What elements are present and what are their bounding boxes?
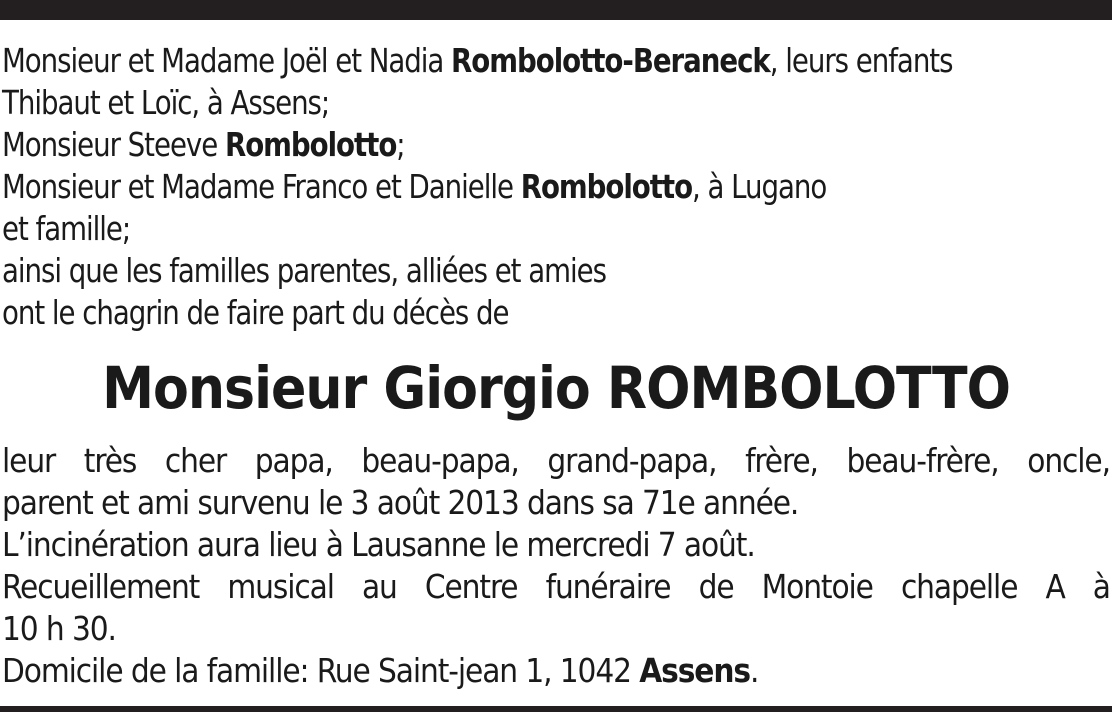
top-rule bbox=[0, 0, 1112, 20]
family-name-bold: Rombolotto bbox=[224, 125, 397, 164]
ceremony-word: funéraire bbox=[545, 567, 671, 606]
ceremony-word: musical bbox=[227, 567, 334, 606]
ceremony-word: chapelle bbox=[900, 567, 1018, 606]
address-text: Domicile de la famille: Rue Saint-jean 1, 1042 bbox=[2, 651, 631, 690]
family-line-4-suffix: , à Lugano bbox=[692, 167, 827, 206]
relation-word: papa, bbox=[254, 441, 333, 480]
family-line-7: ont le chagrin de faire part du décès de bbox=[2, 293, 509, 332]
relation-word: leur bbox=[2, 441, 56, 480]
relation-word: beau-frère, bbox=[846, 441, 999, 480]
family-announcement bbox=[2, 40, 1032, 334]
ceremony-word: de bbox=[698, 567, 734, 606]
family-line-3-text: Monsieur Steeve bbox=[2, 125, 218, 164]
ceremony-line bbox=[2, 566, 1110, 608]
obituary-details bbox=[2, 440, 1110, 692]
address-line bbox=[2, 650, 1110, 692]
cremation-line: L’incinération aura lieu à Lausanne le mercredi 7 août. bbox=[2, 525, 755, 564]
deceased-name-heading: Monsieur Giorgio ROMBOLOTTO bbox=[102, 354, 1010, 422]
bottom-rule bbox=[0, 706, 1112, 712]
address-city-bold: Assens bbox=[639, 651, 750, 690]
ceremony-word: au bbox=[361, 567, 397, 606]
relation-word: cher bbox=[164, 441, 227, 480]
death-date-line: parent et ami survenu le 3 août 2013 dans sa 71e année. bbox=[2, 483, 799, 522]
family-line-3 bbox=[2, 124, 1032, 166]
family-name-bold: Rombolotto-Beraneck bbox=[451, 41, 770, 80]
relation-word: oncle, bbox=[1027, 441, 1110, 480]
family-name-bold: Rombolotto bbox=[520, 167, 693, 206]
relation-word: grand-papa, bbox=[547, 441, 717, 480]
relation-word: beau-papa, bbox=[361, 441, 519, 480]
relation-line bbox=[2, 440, 1110, 482]
family-line-3-suffix: ; bbox=[396, 125, 405, 164]
ceremony-word: Recueillement bbox=[2, 567, 200, 606]
ceremony-word: Centre bbox=[424, 567, 518, 606]
family-line-5: et famille; bbox=[2, 209, 131, 248]
family-line-4 bbox=[2, 166, 1032, 208]
relation-word: frère, bbox=[745, 441, 818, 480]
ceremony-word: Montoie bbox=[761, 567, 873, 606]
family-line-1-text: Monsieur et Madame Joël et Nadia bbox=[2, 41, 444, 80]
ceremony-word: A bbox=[1045, 567, 1065, 606]
family-line-1 bbox=[2, 40, 1032, 82]
family-line-1-suffix: , leurs enfants bbox=[769, 41, 953, 80]
ceremony-word: à bbox=[1092, 567, 1110, 606]
family-line-6: ainsi que les familles parentes, alliées et amies bbox=[2, 251, 606, 290]
ceremony-time-line: 10 h 30. bbox=[2, 609, 116, 648]
family-line-4-text: Monsieur et Madame Franco et Danielle bbox=[2, 167, 513, 206]
family-line-2: Thibaut et Loïc, à Assens; bbox=[2, 83, 330, 122]
relation-word: très bbox=[83, 441, 137, 480]
address-suffix: . bbox=[749, 651, 759, 690]
